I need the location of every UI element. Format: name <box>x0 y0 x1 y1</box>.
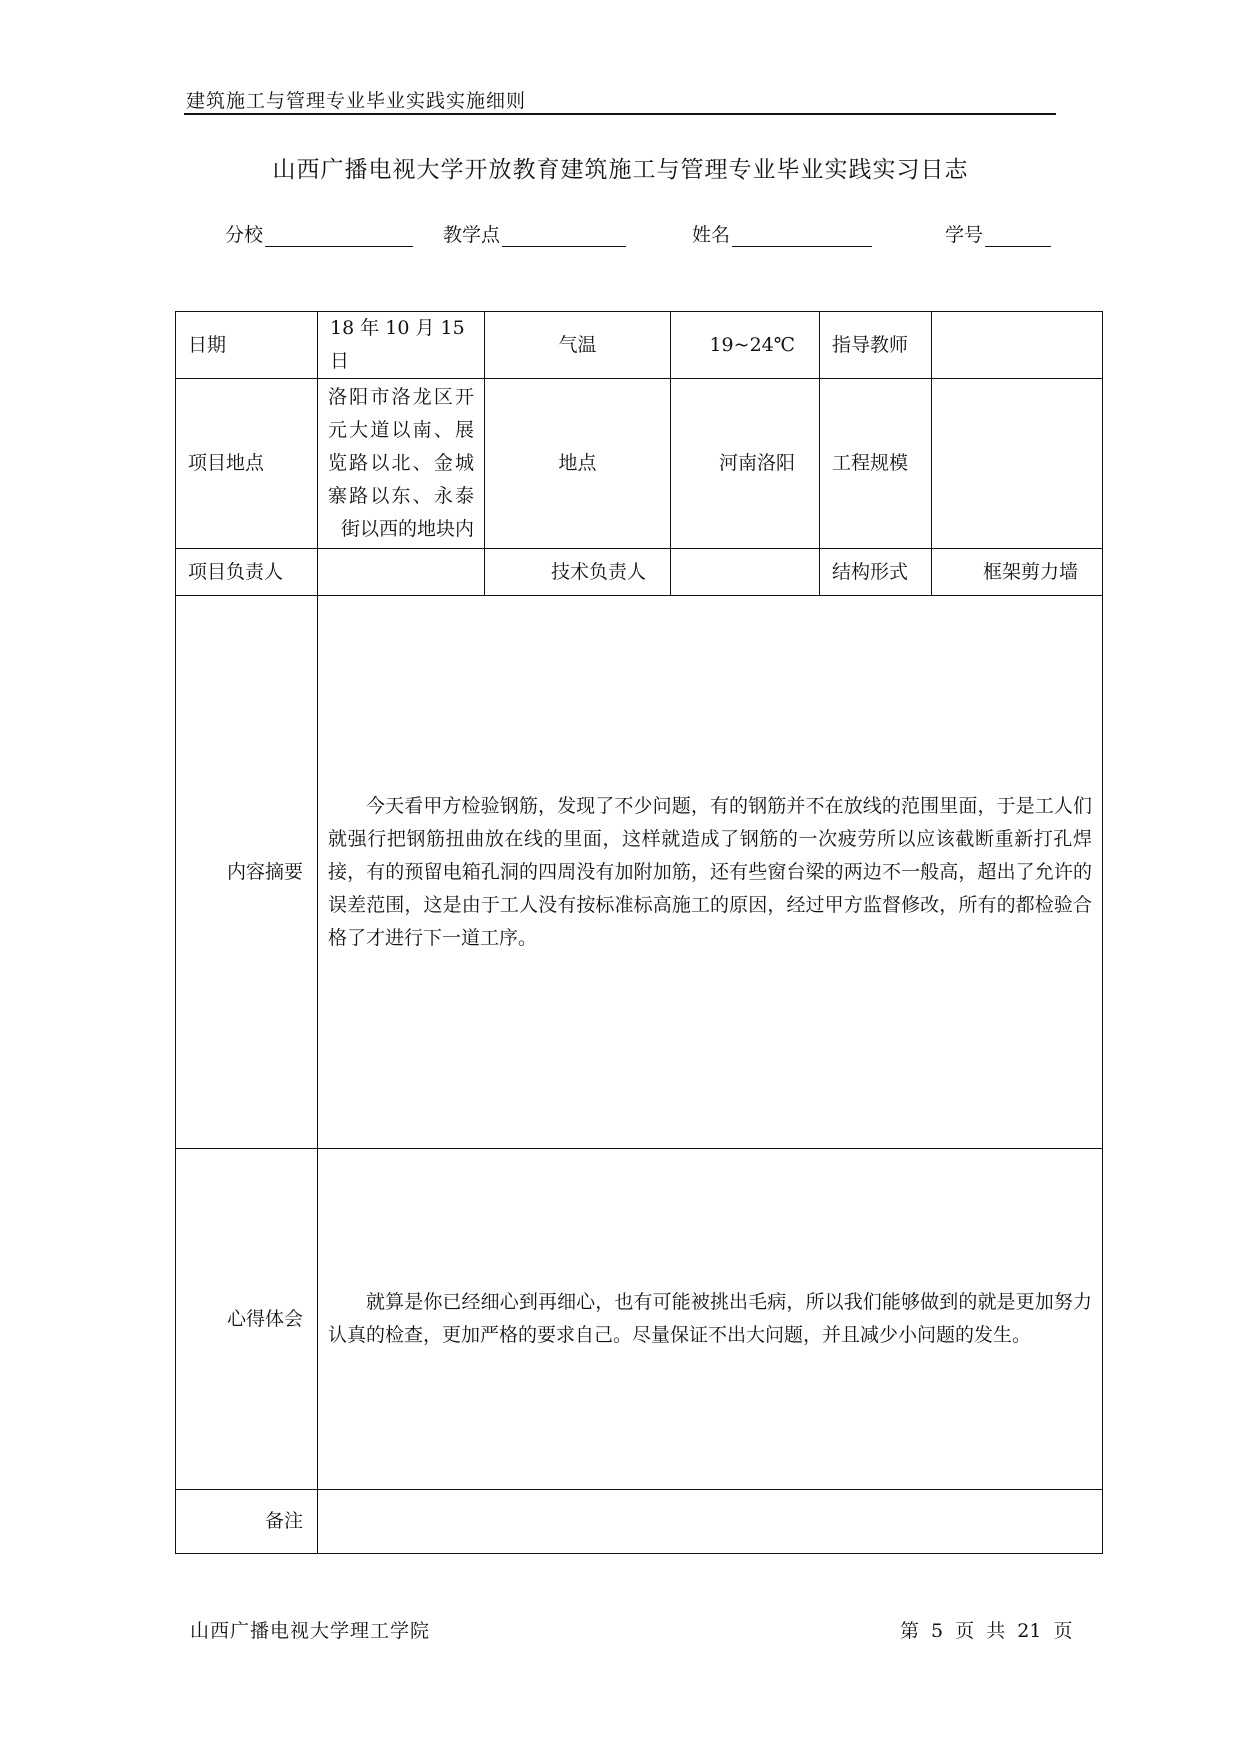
reflection-label: 心得体会 <box>176 1149 318 1490</box>
place-label: 地点 <box>485 379 671 549</box>
place-value: 河南洛阳 <box>671 379 820 549</box>
remarks-label: 备注 <box>176 1490 318 1554</box>
footer-institution: 山西广播电视大学理工学院 <box>190 1620 431 1642</box>
project-scale-value <box>932 379 1103 549</box>
branch-blank <box>265 226 413 247</box>
table-row-location <box>176 379 1103 549</box>
technical-lead-value <box>671 549 820 596</box>
table-row-date <box>176 312 1103 379</box>
table-row-manager <box>176 549 1103 596</box>
table-row-reflection <box>176 1149 1103 1490</box>
temperature-label: 气温 <box>485 312 671 379</box>
temperature-value: 19~24℃ <box>671 312 820 379</box>
branch-field <box>225 220 413 247</box>
project-location-label: 项目地点 <box>176 379 318 549</box>
name-label: 姓名 <box>692 224 731 246</box>
teaching-site-field <box>443 220 626 247</box>
project-location-value: 洛阳市洛龙区开元大道以南、展览路以北、金城寨路以东、永泰街以西的地块内 <box>318 379 485 549</box>
project-manager-value <box>318 549 485 596</box>
structure-type-label: 结构形式 <box>820 549 932 596</box>
document-title: 山西广播电视大学开放教育建筑施工与管理专业毕业实践实习日志 <box>272 157 969 183</box>
project-scale-label: 工程规模 <box>820 379 932 549</box>
table-row-remarks <box>176 1490 1103 1554</box>
student-id-label: 学号 <box>945 224 984 246</box>
date-label: 日期 <box>176 312 318 379</box>
remarks-value <box>318 1490 1103 1554</box>
reflection-text: 就算是你已经细心到再细心，也有可能被挑出毛病，所以我们能够做到的就是更加努力认真的检查，更加严格的要求自己。尽量保证不出大问题，并且减少小问题的发生。 <box>318 1149 1103 1490</box>
summary-text: 今天看甲方检验钢筋，发现了不少问题，有的钢筋并不在放线的范围里面，于是工人们就强行把钢筋扭曲放在线的里面，这样就造成了钢筋的一次疲劳所以应该截断重新打孔焊接，有的预留电箱孔洞的四周没有加附加筋，还有些窗台梁的两边不一般高，超出了允许的误差范围，这是由于工人没有按标准标高施工的原因，经过甲方监督修改，所有的都检验合格了才进行下一道工序。 <box>318 596 1103 1149</box>
technical-lead-label: 技术负责人 <box>485 549 671 596</box>
project-manager-label: 项目负责人 <box>176 549 318 596</box>
running-header: 建筑施工与管理专业毕业实践实施细则 <box>186 90 527 112</box>
summary-label: 内容摘要 <box>176 596 318 1149</box>
footer-page-number: 第 5 页 共 21 页 <box>900 1620 1073 1642</box>
teacher-label: 指导教师 <box>820 312 932 379</box>
teacher-value <box>932 312 1103 379</box>
student-id-field <box>945 220 1051 247</box>
name-blank <box>732 226 872 247</box>
structure-type-value: 框架剪力墙 <box>932 549 1103 596</box>
teaching-site-label: 教学点 <box>443 224 501 246</box>
student-id-blank <box>985 226 1051 247</box>
practice-log-table <box>175 311 1103 1554</box>
teaching-site-blank <box>502 226 626 247</box>
name-field <box>692 220 872 247</box>
table-row-summary <box>176 596 1103 1149</box>
header-rule <box>184 113 1056 115</box>
date-value: 18 年 10 月 15 日 <box>318 312 485 379</box>
branch-label: 分校 <box>225 224 264 246</box>
